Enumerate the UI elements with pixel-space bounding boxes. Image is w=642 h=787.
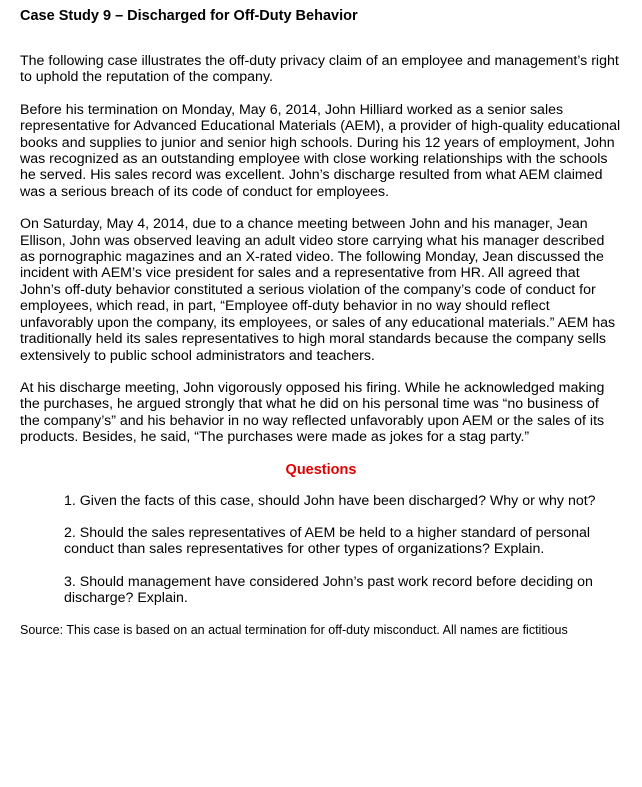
- incident-paragraph: On Saturday, May 4, 2014, due to a chance meeting between John and his manager, Jean Ellison, John was observed leaving an adult video store carrying what his manager described as pornographic magazines and an X-rated video. The following Monday, Jean discussed the incident with AEM’s vice president for sales and a representative from HR. All agreed that John’s off-duty behavior constituted a serious violation of the company’s code of conduct for employees, which read, in part, “Employee off-duty behavior in no way should reflect unfavorably upon the company, its employees, or sales of any educational materials.” AEM has traditionally held its sales representatives to high moral standards because the company sells extensively to public school administrators and teachers.: [20, 216, 616, 364]
- question-item-3: 3. Should management have considered John’s past work record before deciding on discharge? Explain.: [64, 573, 593, 607]
- source-note: Source: This case is based on an actual termination for off-duty misconduct. All names are fictitious: [20, 622, 568, 637]
- intro-paragraph: The following case illustrates the off-duty privacy claim of an employee and management’s right to uphold the reputation of the company.: [20, 53, 619, 86]
- questions-heading: Questions: [285, 461, 357, 478]
- background-paragraph: Before his termination on Monday, May 6, 2014, John Hilliard worked as a senior sales representative for Advanced Educational Materials (AEM), a provider of high-quality educational books and supplies to junior and senior high schools. During his 12 years of employment, John was recognized as an outstanding employee with close working relationships with the schools he served. His sales record was excellent. John’s discharge resulted from what AEM claimed was a serious breach of its code of conduct for employees.: [20, 101, 621, 200]
- case-study-title: Case Study 9 – Discharged for Off-Duty Behavior: [20, 8, 358, 24]
- question-item-1: 1. Given the facts of this case, should John have been discharged? Why or why not?: [64, 492, 596, 509]
- question-item-2: 2. Should the sales representatives of AEM be held to a higher standard of personal conduct than sales representatives for other types of organizations? Explain.: [64, 524, 591, 558]
- discharge-meeting-paragraph: At his discharge meeting, John vigorously opposed his firing. While he acknowledged making the purchases, he argued strongly that what he did on his personal time was “no business of the company’s” and his behavior in no way reflected unfavorably upon AEM or the sales of its products. Besides, he said, “The purchases were made as jokes for a stag party.”: [20, 379, 605, 446]
